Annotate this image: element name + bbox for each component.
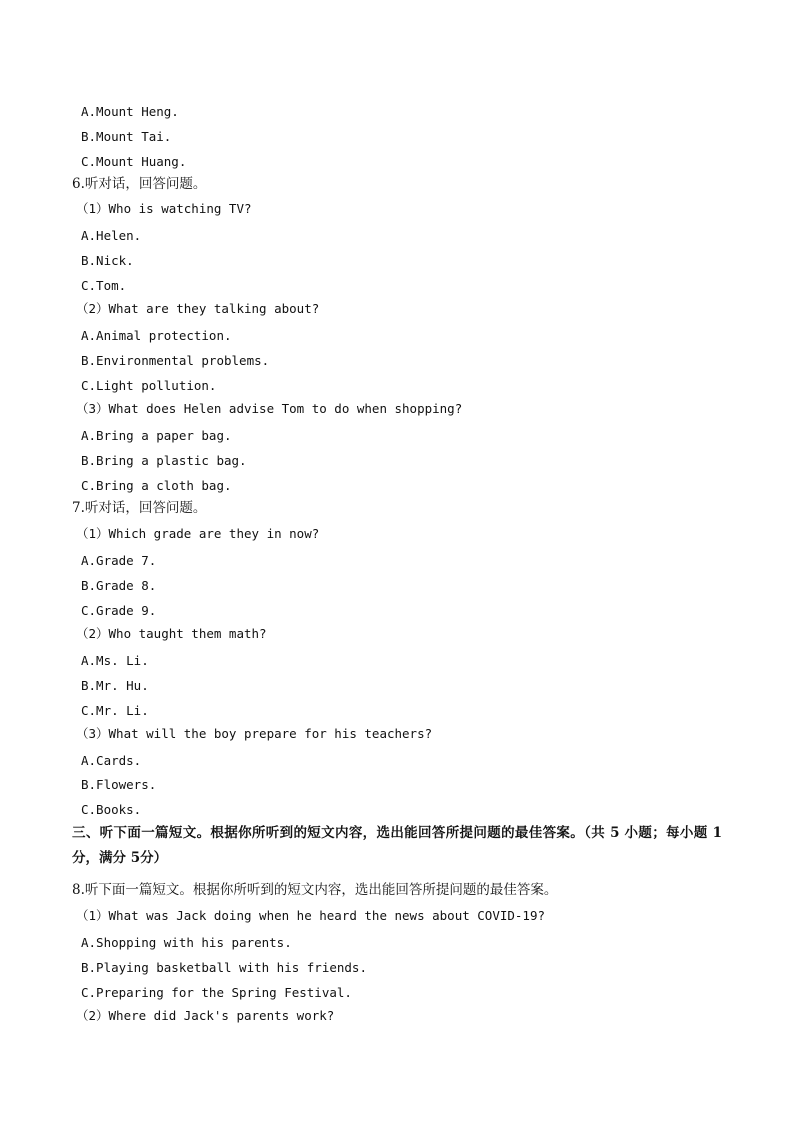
option-6-3c: C.Bring a cloth bag. [81, 478, 232, 493]
option-7-1c: C.Grade 9. [81, 603, 157, 618]
option-8-1a: A.Shopping with his parents. [81, 935, 292, 950]
option-6-1b: B.Nick. [81, 253, 134, 268]
option-8-1c: C.Preparing for the Spring Festival. [81, 985, 352, 1000]
question-8-1: （1）What was Jack doing when he heard the news about COVID-19? [76, 908, 546, 923]
question-6-header: 6.听对话，回答问题。 [72, 176, 207, 192]
question-6-3: （3）What does Helen advise Tom to do when shopping? [76, 401, 463, 416]
option-7-3c: C.Books. [81, 802, 142, 817]
option-7-3a: A.Cards. [81, 753, 142, 768]
question-7-2: （2）Who taught them math? [76, 626, 267, 641]
option-6-1a: A.Helen. [81, 228, 142, 243]
question-6-2: （2）What are they talking about? [76, 301, 320, 316]
question-7-3: （3）What will the boy prepare for his teachers? [76, 726, 433, 741]
question-7-1: （1）Which grade are they in now? [76, 526, 320, 541]
option-7-2b: B.Mr. Hu. [81, 678, 149, 693]
option-8-1b: B.Playing basketball with his friends. [81, 960, 367, 975]
option-7-3b: B.Flowers. [81, 777, 157, 792]
question-8-2: （2）Where did Jack's parents work? [76, 1008, 335, 1023]
option-6-3b: B.Bring a plastic bag. [81, 453, 247, 468]
option-7-2a: A.Ms. Li. [81, 653, 149, 668]
option-6-3a: A.Bring a paper bag. [81, 428, 232, 443]
option-5b: B.Mount Tai. [81, 129, 172, 144]
option-7-2c: C.Mr. Li. [81, 703, 149, 718]
question-7-header: 7.听对话，回答问题。 [72, 500, 207, 516]
question-8-header: 8.听下面一篇短文。根据你所听到的短文内容，选出能回答所提问题的最佳答案。 [72, 882, 558, 898]
option-6-2b: B.Environmental problems. [81, 353, 270, 368]
option-7-1a: A.Grade 7. [81, 553, 157, 568]
option-5a: A.Mount Heng. [81, 104, 179, 119]
option-6-1c: C.Tom. [81, 278, 127, 293]
option-6-2c: C.Light pollution. [81, 378, 217, 393]
question-6-1: （1）Who is watching TV? [76, 201, 252, 216]
option-6-2a: A.Animal protection. [81, 328, 232, 343]
option-7-1b: B.Grade 8. [81, 578, 157, 593]
option-5c: C.Mount Huang. [81, 154, 187, 169]
section-3-title: 三、听下面一篇短文。根据你所听到的短文内容，选出能回答所提问题的最佳答案。（共 5 小题；每小题 1分，满分 5分） [72, 825, 722, 866]
